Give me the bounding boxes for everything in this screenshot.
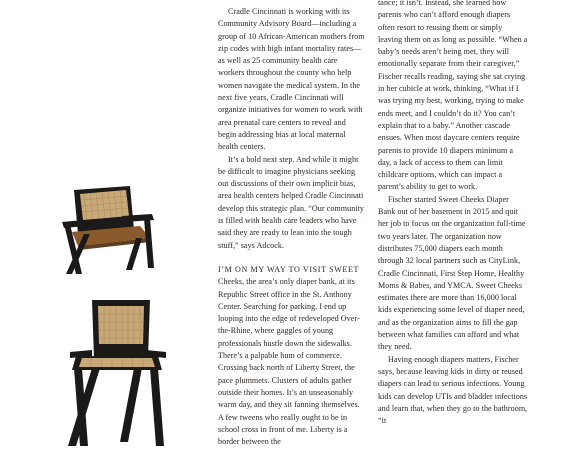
paragraph-text: Cheeks, the area’s only diaper bank, at its Republic Street office in the St. Anthony Center. Searching for parking, I end up looping into the edge of redeveloped Over-the-Rhine, where gaggles of young professionals hustle down the sidewalks. There’s a palpable hum of commerce. Crossing back north of Liberty Street, the pace plummets. Clusters of adults gather outside their homes. It’s an unseasonably warm day, and they sit fanning themselves. A few tweens who really ought to be in school cross in front of me. Liberty is a border between the xyxy=(218,277,360,447)
paragraph: Fischer started Sweet Cheeks Diaper Bank out of her basement in 2015 and quit her job to focus on the organization full-time two years later. The organization now distributes 75,000 diapers each month through 32 local partners such as CityLink, Cradle Cincinnati, First Step Home, Healthy Moms & Babes, and YMCA. Sweet Cheeks estimates there are more than 16,000 local kids experiencing some level of diaper need, and as the organization aims to fill the gap between what families can afford and what they need. xyxy=(378,194,526,352)
section-break xyxy=(218,252,365,264)
cane-chair-image-top xyxy=(48,176,168,276)
paragraph: It’s a bold next step. And while it might be difficult to imagine physicians seeking out discussions of their own implicit bias, area health centers helped Cradle Cincinnati develop this strategic plan. “Our community is filled with health care leaders who have said they are ready to lean into the tough stuff,” says Adcock. xyxy=(218,154,365,250)
photo-area xyxy=(0,0,200,451)
section-lead-in: I’M ON MY WAY TO VISIT SWEET xyxy=(218,264,360,274)
cane-chair-image-bottom xyxy=(62,296,172,451)
paragraph: Having enough diapers matters, Fischer says, because leaving kids in dirty or reused diapers can lead to serious infections. Young kids can develop UTIs and bladder infections and learn that, when they go to the bathroom, “it xyxy=(378,354,528,426)
article-column-right xyxy=(378,0,528,427)
paragraph xyxy=(218,264,365,448)
article-column-left xyxy=(218,6,365,448)
paragraph: Cradle Cincinnati is working with its Community Advisory Board—including a group of 10 African-American mothers from zip codes with high infant mortality rates—as well as 25 community health care workers throughout the county who help women navigate the medical system. In the next five years, Cradle Cincinnati will organize initiatives for women to work with area prenatal care centers to reveal and begin addressing bias at local maternal health centers. xyxy=(218,7,365,152)
paragraph: tance; it isn’t. Instead, she learned how parents who can’t afford enough diapers often resort to reusing them or simply leaving them on as long as possible. “When a baby’s needs aren’t being met, they will emotionally separate from their caregiver,” Fischer recalls reading, saying she sat crying in her cubicle at work, thinking, “What if I was trying my best, working, trying to make ends meet, and I couldn’t do it? You can’t explain that to a baby.” Another cascade ensues. When most daycare centers require parents to provide 10 diapers minimum a day, a lack of access to them can limit childcare options, which can impact a parent’s ability to get to work. xyxy=(378,0,528,192)
